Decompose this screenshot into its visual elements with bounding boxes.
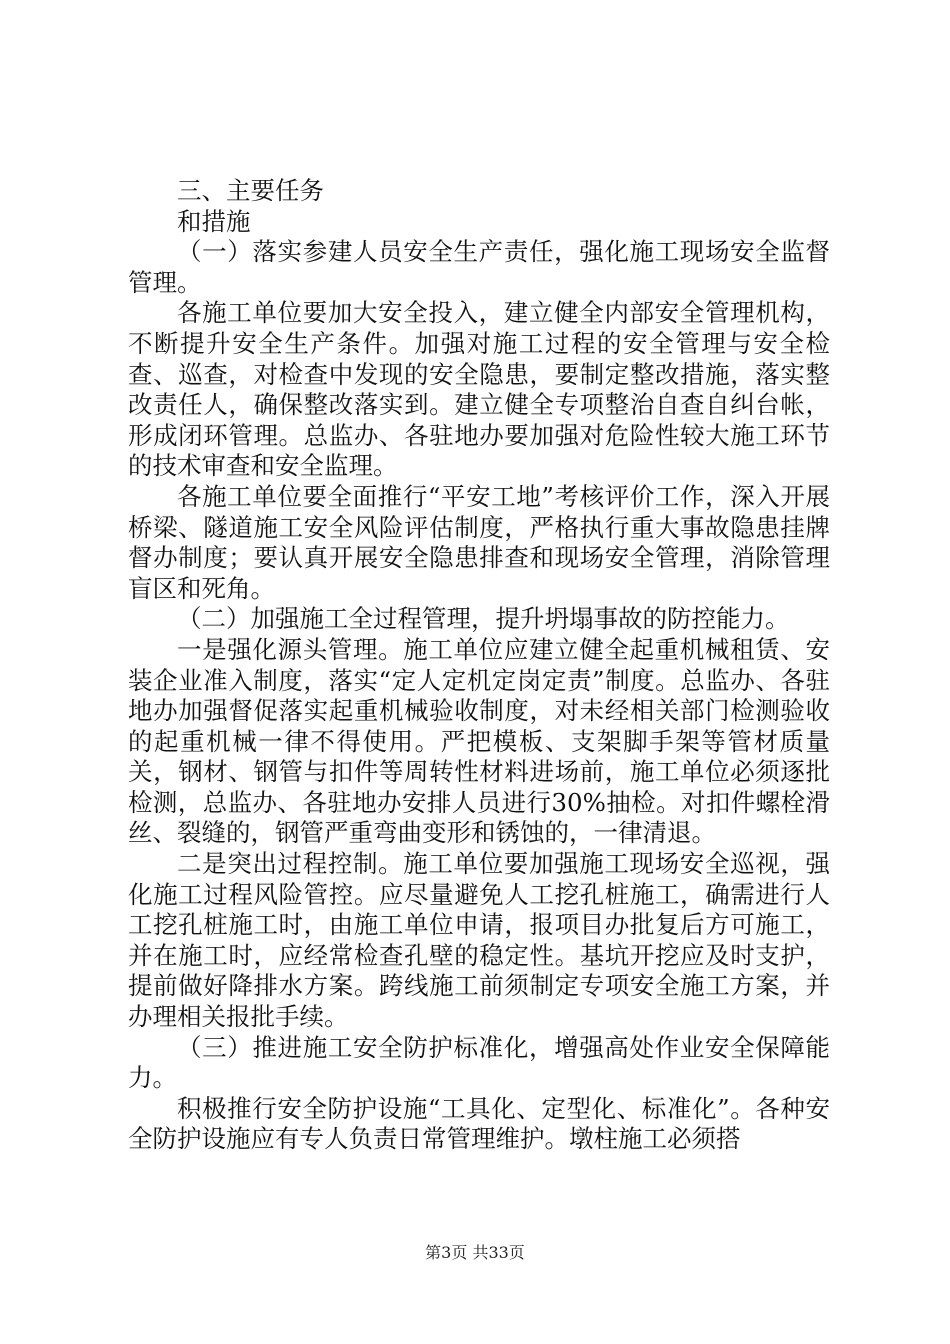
- paragraph-7: （三）推进施工安全防护标准化，增强高处作业安全保障能力。: [128, 1032, 830, 1093]
- paragraph-4: （二）加强施工全过程管理，提升坍塌事故的防控能力。: [177, 604, 790, 634]
- section-heading-line-2: 和措施: [177, 206, 251, 236]
- document-body: [128, 176, 830, 1155]
- paragraph-6: 二是突出过程控制。施工单位要加强施工现场安全巡视，强化施工过程风险管控。应尽量避免人工挖孔桩施工，确需进行人工挖孔桩施工时，由施工单位申请，报项目办批复后方可施工，并在施工时，应经常检查孔壁的稳定性。基坑开挖应及时支护，提前做好降排水方案。跨线施工前须制定专项安全施工方案，并办理相关报批手续。: [128, 849, 830, 1032]
- paragraph-1: （一）落实参建人员安全生产责任，强化施工现场安全监督管理。: [128, 237, 830, 297]
- paragraph-8: 积极推行安全防护设施“工具化、定型化、标准化”。各种安全防护设施应有专人负责日常管理维护。墩柱施工必须搭: [128, 1093, 830, 1154]
- page-number-footer: 第3页 共33页: [425, 1243, 525, 1262]
- paragraph-2: 各施工单位要加大安全投入，建立健全内部安全管理机构，不断提升安全生产条件。加强对施工过程的安全管理与安全检查、巡查，对检查中发现的安全隐患，要制定整改措施，落实整改责任人，确保整改落实到。建立健全专项整治自查自纠台帐，形成闭环管理。总监办、各驻地办要加强对危险性较大施工环节的技术审查和安全监理。: [128, 298, 830, 481]
- paragraph-3: 各施工单位要全面推行“平安工地”考核评价工作，深入开展桥梁、隧道施工安全风险评估制度，严格执行重大事故隐患挂牌督办制度；要认真开展安全隐患排查和现场安全管理，消除管理盲区和死角。: [128, 481, 830, 603]
- paragraph-5: 一是强化源头管理。施工单位应建立健全起重机械租赁、安装企业准入制度，落实“定人定机定岗定责”制度。总监办、各驻地办加强督促落实起重机械验收制度，对未经相关部门检测验收的起重机械一律不得使用。严把模板、支架脚手架等管材质量关，钢材、钢管与扣件等周转性材料进场前，施工单位必须逐批检测，总监办、各驻地办安排人员进行30%抽检。对扣件螺栓滑丝、裂缝的，钢管严重弯曲变形和锈蚀的，一律清退。: [128, 634, 830, 848]
- section-heading-line-1: 三、主要任务: [177, 176, 324, 205]
